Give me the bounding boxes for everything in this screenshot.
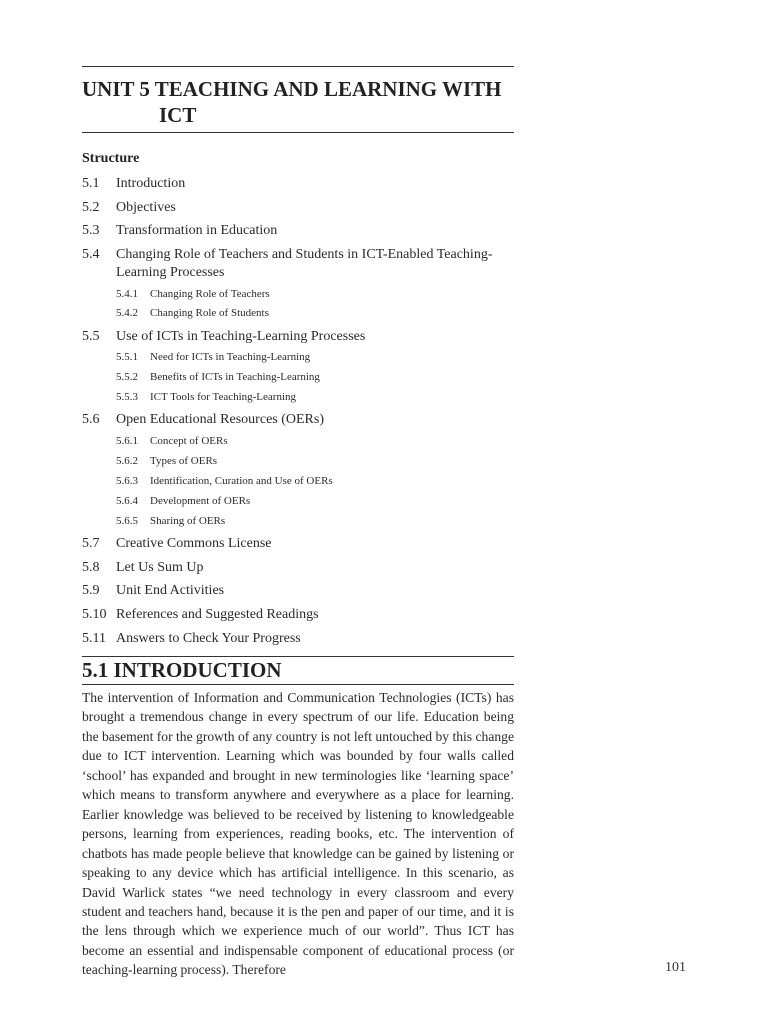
toc-subitem-text: Need for ICTs in Teaching-Learning: [150, 351, 311, 363]
toc-subitem-number: 5.6.4: [116, 495, 138, 507]
toc-item-number: 5.1: [82, 176, 100, 191]
toc-item-number: 5.5: [82, 329, 100, 344]
toc-item-text: Answers to Check Your Progress: [116, 631, 301, 646]
toc-item-number: 5.7: [82, 536, 100, 551]
top-rule: [82, 66, 514, 67]
toc-subitem-number: 5.6.5: [116, 515, 138, 527]
section-bottom-rule: [82, 684, 514, 685]
toc-subitem-text: ICT Tools for Teaching-Learning: [150, 391, 297, 403]
toc-item-number: 5.3: [82, 223, 100, 238]
toc-item-number: 5.11: [82, 631, 106, 646]
section-top-rule: [82, 656, 514, 657]
toc-subitem-text: Development of OERs: [150, 495, 251, 507]
introduction-paragraph: The intervention of Information and Communication Technologies (ICTs) has brought a tremendous change in every spectrum of our life. Education being the basement for the growth of any country is not left untouched by this change due to ICT intervention. Learning which was bounded by four walls called ‘school’ has expanded and brought in new terminologies like ‘learning space’ which means to transform anywhere and everywhere as a place for learning. Earlier knowledge was believed to be received by listening to knowledgeable persons, learning from experiences, reading books, etc. The intervention of chatbots has made people believe that knowledge can be gained by listening or speaking to any device which has artificial intelligence. In this scenario, as David Warlick states “we need technology in every classroom and every student and teachers hand, because it is the pen and paper of our time, and it is the lens through which we experience much of our world”. Thus ICT has become an essential and indispensable component of educational process (or teaching-learning process). Therefore: [82, 690, 514, 978]
toc-item-number: 5.10: [82, 607, 107, 622]
toc-item-text: Learning Processes: [116, 265, 225, 280]
toc-subitem-number: 5.4.2: [116, 307, 138, 319]
toc-item-text: Open Educational Resources (OERs): [116, 412, 324, 427]
toc-subitem-text: Types of OERs: [150, 455, 218, 467]
toc-item-number: 5.9: [82, 583, 100, 598]
toc-subitem-text: Sharing of OERs: [150, 515, 226, 527]
toc-item-number: 5.2: [82, 200, 100, 215]
structure-heading: Structure: [82, 151, 140, 166]
toc-item-number: 5.6: [82, 412, 100, 427]
toc-item-text: Creative Commons License: [116, 536, 272, 551]
unit-title-line1: UNIT 5 TEACHING AND LEARNING WITH: [82, 77, 502, 101]
toc-subitem-text: Benefits of ICTs in Teaching-Learning: [150, 371, 320, 383]
toc-subitem-number: 5.5.3: [116, 391, 138, 403]
document-page: [82, 0, 514, 1024]
toc-item-number: 5.8: [82, 560, 100, 575]
toc-item-text: Unit End Activities: [116, 583, 225, 598]
toc-subitem-number: 5.6.3: [116, 475, 138, 487]
toc-item-text: Use of ICTs in Teaching-Learning Processes: [116, 329, 366, 344]
toc-item-text: Introduction: [116, 176, 186, 191]
toc-subitem-number: 5.4.1: [116, 288, 138, 300]
section-heading: 5.1 INTRODUCTION: [82, 658, 282, 682]
toc-item-text: References and Suggested Readings: [116, 607, 319, 622]
toc-subitem-text: Changing Role of Students: [150, 307, 269, 319]
toc-item-number: 5.4: [82, 247, 100, 262]
unit-title: [82, 76, 514, 128]
page-number: 101: [665, 960, 686, 975]
toc-subitem-text: Changing Role of Teachers: [150, 288, 270, 300]
toc-item-text: Changing Role of Teachers and Students in ICT-Enabled Teaching-: [116, 247, 493, 262]
title-bottom-rule: [82, 132, 514, 133]
toc-subitem-text: Concept of OERs: [150, 435, 228, 447]
toc-item-text: Let Us Sum Up: [116, 560, 204, 575]
unit-title-line2: ICT: [159, 103, 197, 127]
toc-subitem-number: 5.5.2: [116, 371, 138, 383]
toc-item-text: Transformation in Education: [116, 223, 278, 238]
toc-subitem-number: 5.5.1: [116, 351, 138, 363]
toc-subitem-number: 5.6.2: [116, 455, 138, 467]
toc-subitem-text: Identification, Curation and Use of OERs: [150, 475, 333, 487]
toc-item-text: Objectives: [116, 200, 176, 215]
toc-subitem-number: 5.6.1: [116, 435, 138, 447]
